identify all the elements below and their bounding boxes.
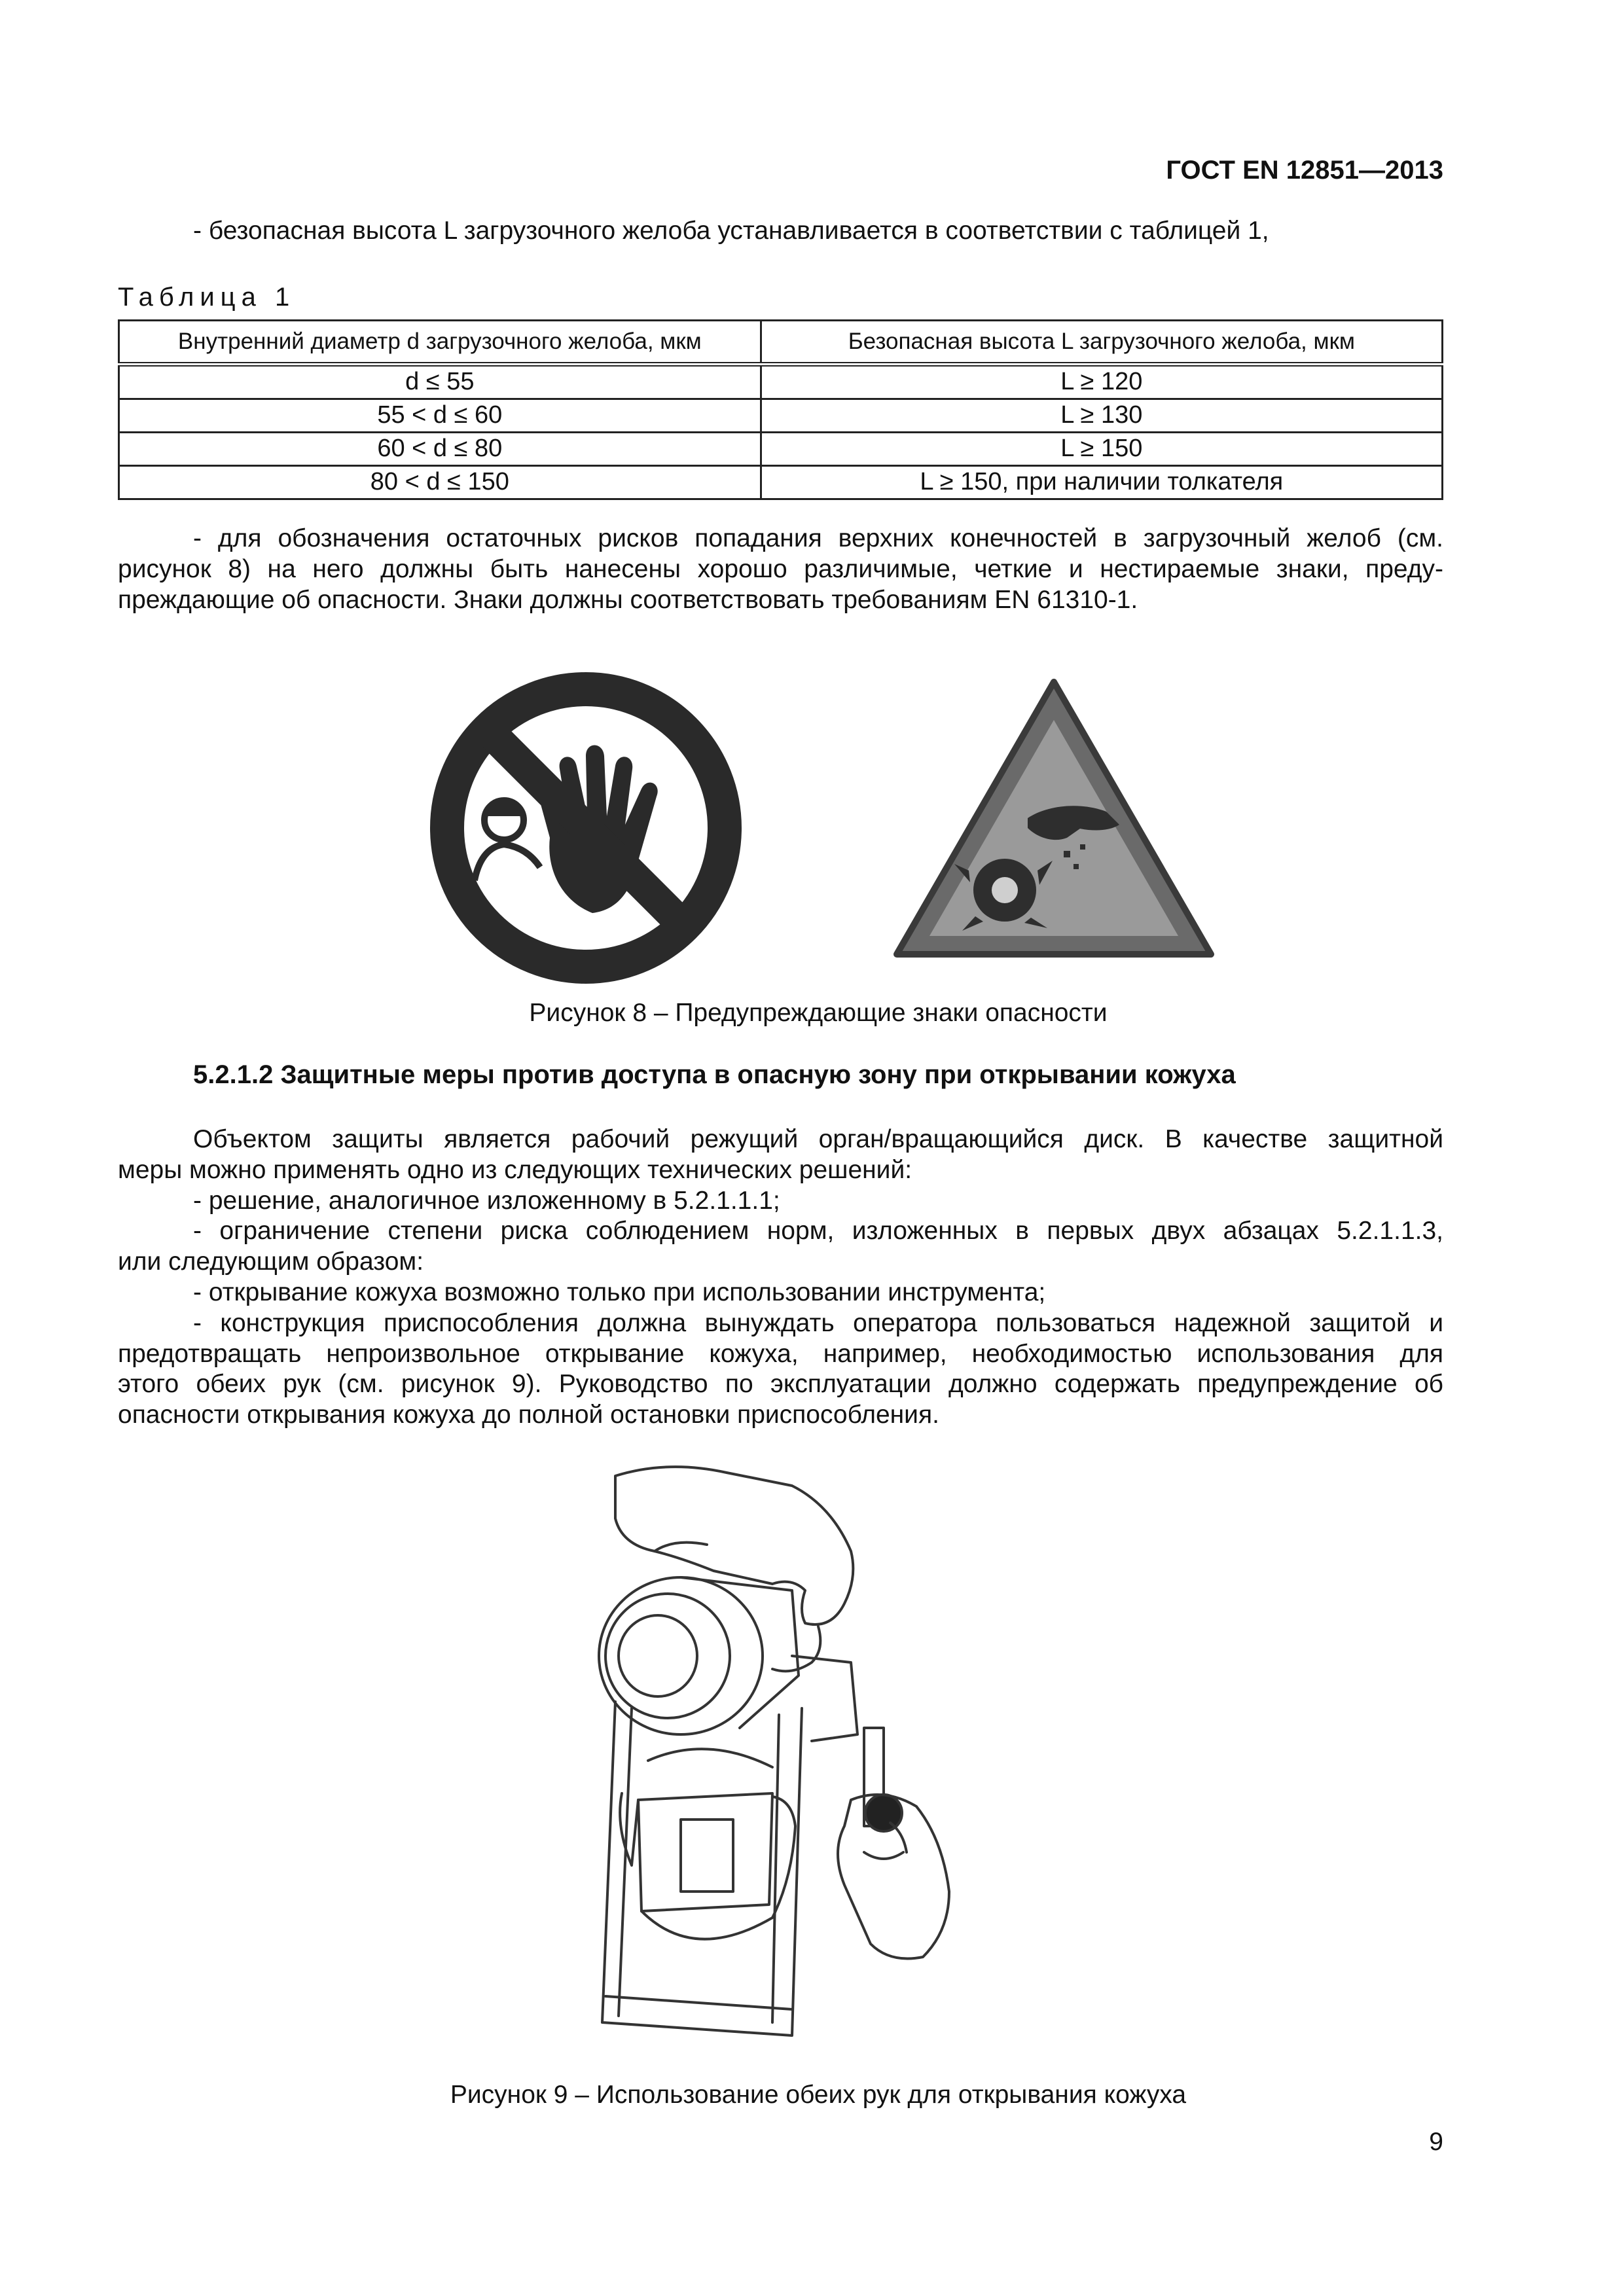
table-row [119, 365, 1443, 399]
paragraph-line: - решение, аналогичное изложенному в 5.2.1.1.1; [193, 1186, 780, 1215]
paragraph-line: меры можно применять одно из следующих технических решений: [118, 1155, 912, 1184]
protection-paragraph [118, 1124, 1443, 1431]
warning-triangle-icon [890, 674, 1218, 962]
table-header-height: Безопасная высота L загрузочного желоба, мкм [761, 321, 1442, 365]
paragraph-line: этого обеих рук (см. рисунок 9). Руководство по эксплуатации должно содержать предупреждение об [118, 1370, 1443, 1399]
paragraph-line: опасности открывания кожуха до полной остановки приспособления. [118, 1401, 939, 1429]
paragraph-line: - открывание кожуха возможно только при использовании инструмента; [193, 1278, 1046, 1306]
paragraph-line: предотвращать непроизвольное открывание кожуха, например, необходимостью использования для [118, 1339, 1443, 1368]
table-cell: L ≥ 120 [761, 365, 1442, 399]
table-cell: 80 < d ≤ 150 [119, 466, 761, 499]
table-cell: L ≥ 150, при наличии толкателя [761, 466, 1442, 499]
paragraph-line: - для обозначения остаточных рисков попадания верхних конечностей в загрузочный желоб (см. [193, 524, 1443, 552]
table-cell: L ≥ 150 [761, 433, 1442, 466]
page-number: 9 [1429, 2128, 1443, 2156]
paragraph-line: или следующим образом: [118, 1247, 424, 1276]
table-caption: Таблица 1 [118, 283, 296, 312]
paragraph-line: рисунок 8) на него должны быть нанесены хорошо различимые, четкие и нестираемые знаки, преду- [118, 554, 1443, 583]
figure9-caption: Рисунок 9 – Использование обеих рук для открывания кожуха [450, 2081, 1187, 2109]
paragraph-line: - ограничение степени риска соблюдением норм, изложенных в первых двух абзацах 5.2.1.1.3, [193, 1217, 1443, 1246]
table-cell: 60 < d ≤ 80 [119, 433, 761, 466]
paragraph-line: Объектом защиты является рабочий режущий орган/вращающийся диск. В качестве защитной [193, 1125, 1443, 1153]
intro-paragraph: - безопасная высота L загрузочного желоба устанавливается в соответствии с таблицей 1, [193, 217, 1269, 245]
signs-paragraph [118, 524, 1443, 615]
section-heading: 5.2.1.2 Защитные меры против доступа в опасную зону при открывании кожуха [193, 1060, 1236, 1089]
paragraph-line: - конструкция приспособления должна вынуждать оператора пользоваться надежной защитой и [193, 1308, 1443, 1337]
table-cell: d ≤ 55 [119, 365, 761, 399]
safety-height-table [118, 319, 1443, 500]
document-header: ГОСТ EN 12851—2013 [1166, 156, 1443, 185]
prohibition-sign-icon [429, 671, 743, 985]
table-cell: L ≥ 130 [761, 399, 1442, 433]
table-row [119, 399, 1443, 433]
table-row [119, 433, 1443, 466]
table-row [119, 466, 1443, 499]
table-header-diameter: Внутренний диаметр d загрузочного желоба, мкм [119, 321, 761, 365]
paragraph-line: преждающие об опасности. Знаки должны соответствовать требованиям EN 61310-1. [118, 585, 1138, 614]
table-cell: 55 < d ≤ 60 [119, 399, 761, 433]
figure8-caption: Рисунок 8 – Предупреждающие знаки опасности [529, 999, 1108, 1027]
two-hands-opening-cover-drawing [576, 1460, 982, 2081]
